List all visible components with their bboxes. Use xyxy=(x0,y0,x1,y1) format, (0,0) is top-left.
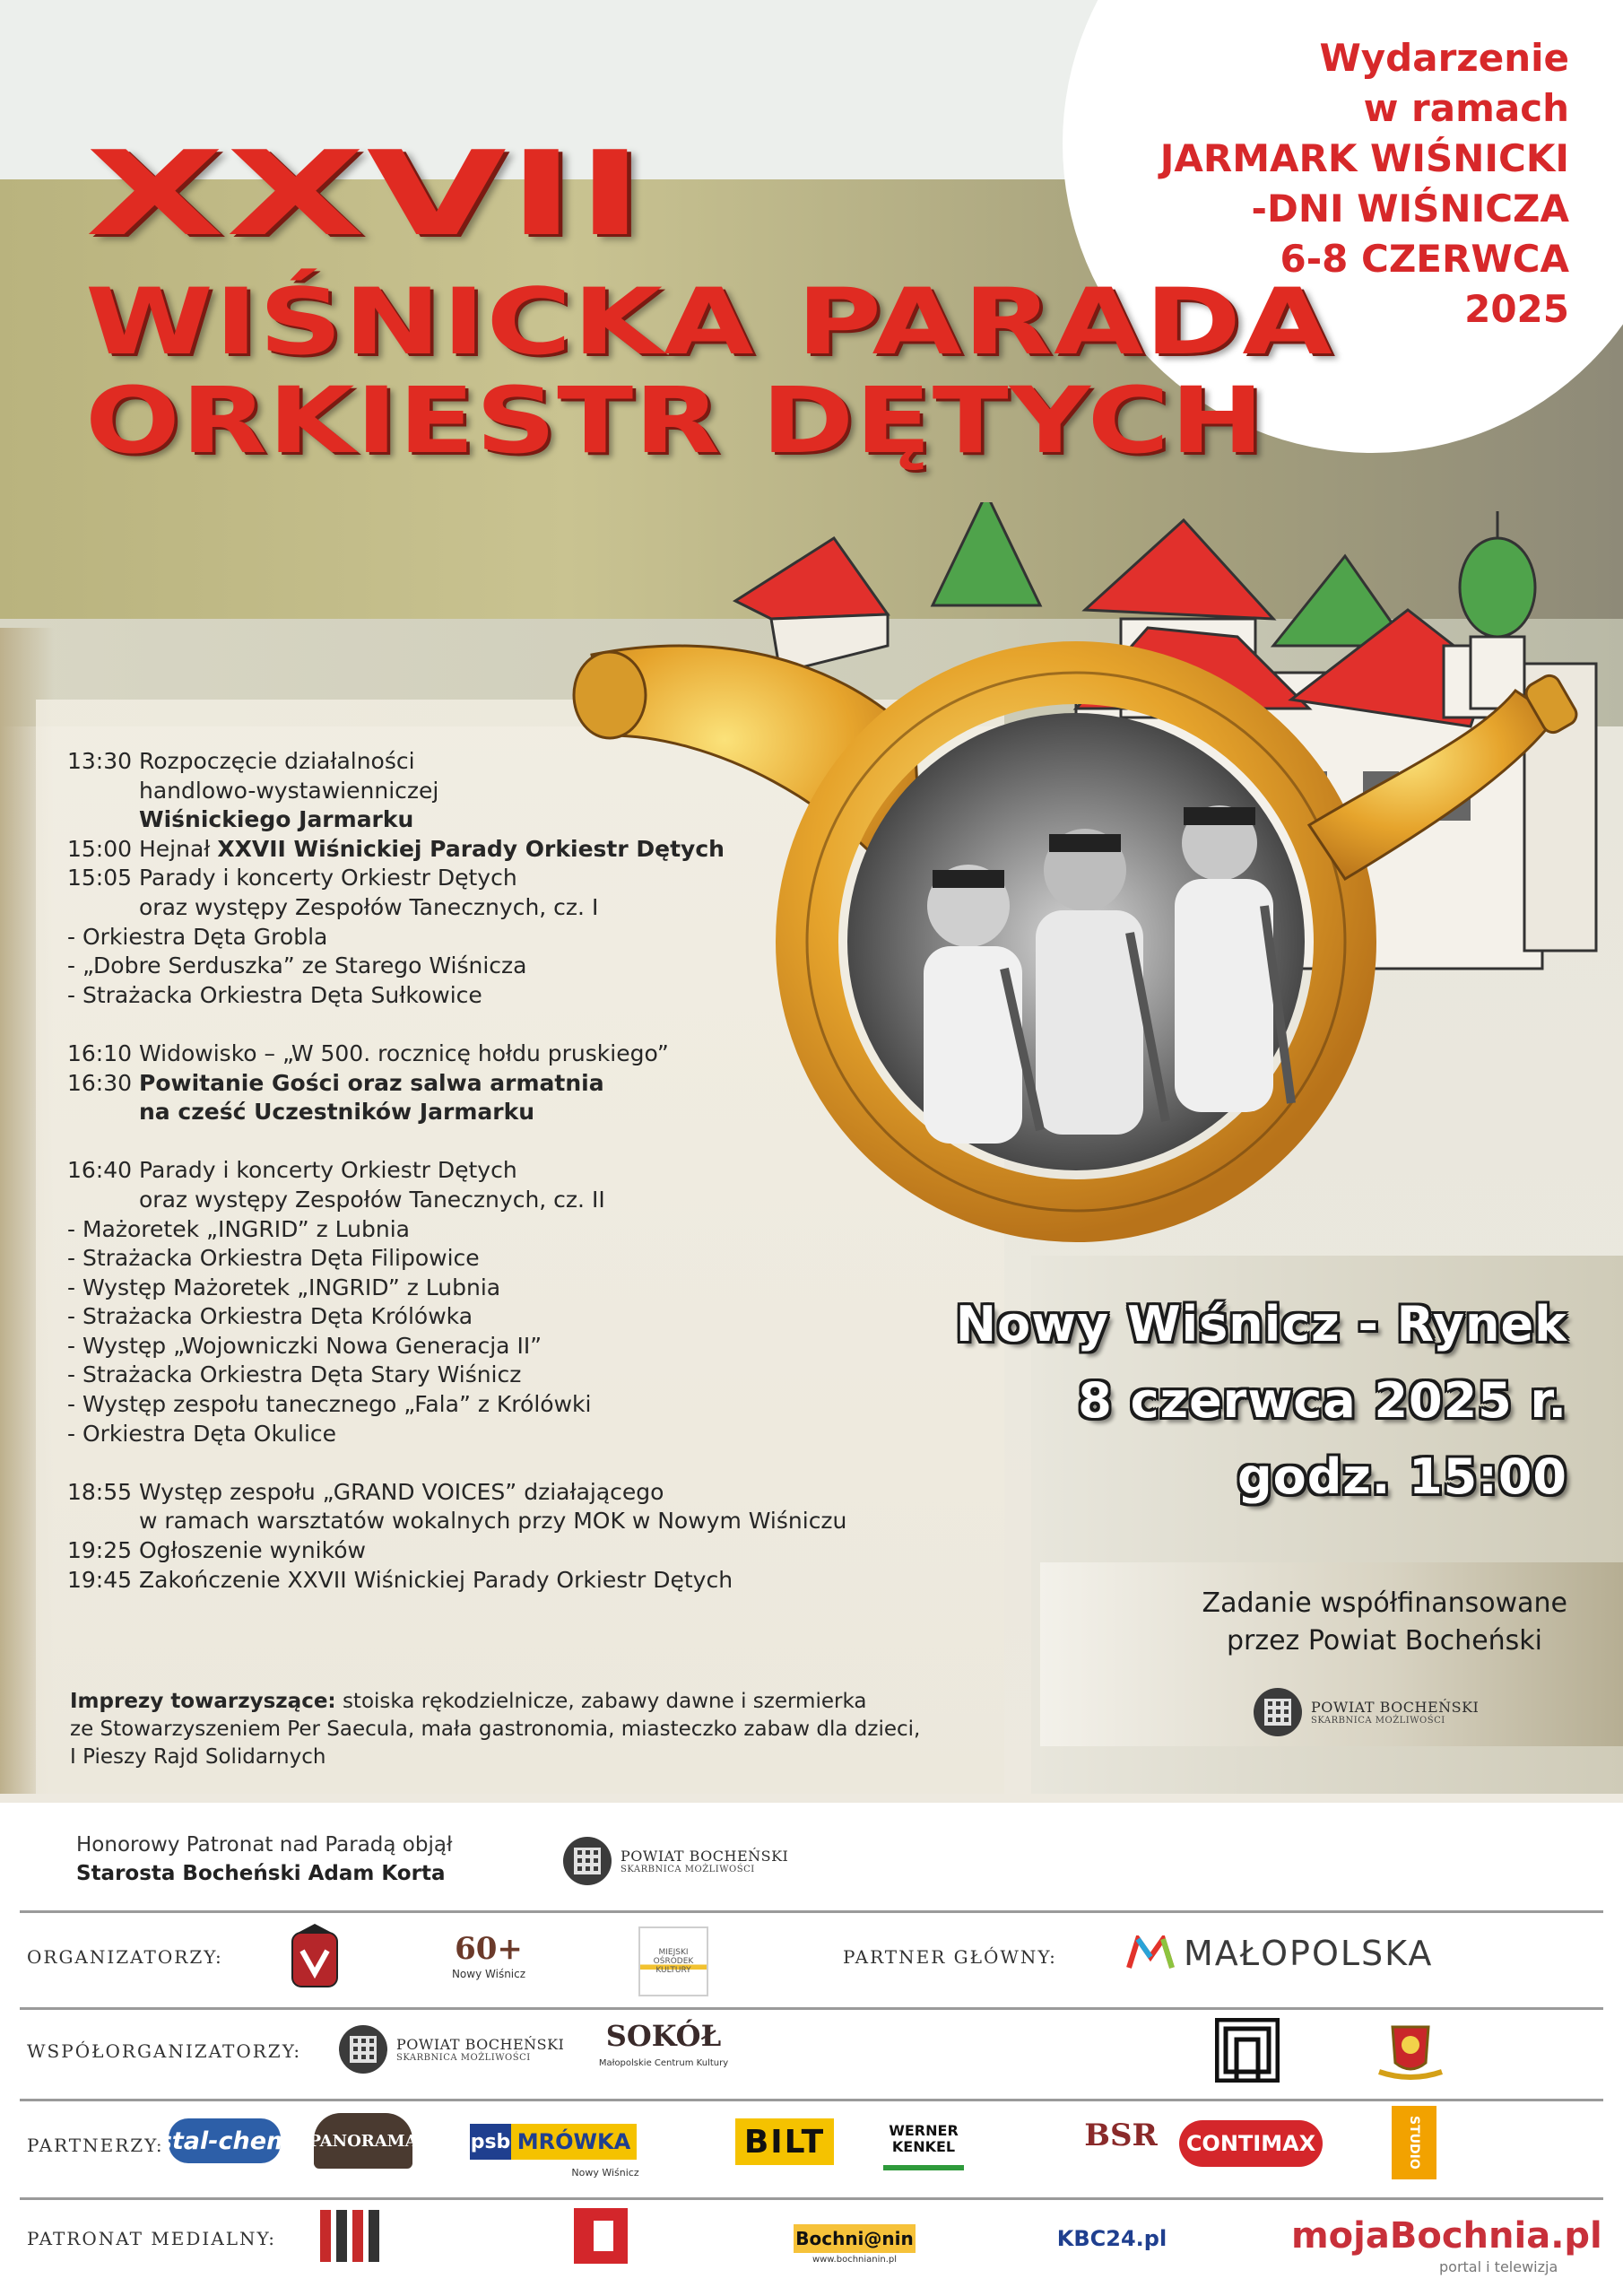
schedule-line: - Strażacka Orkiestra Dęta Filipowice xyxy=(67,1245,480,1272)
schedule-line xyxy=(67,1069,1054,1099)
accompanying-label: Imprezy towarzyszące: xyxy=(70,1690,336,1713)
title-line-3: ORKIESTR DĘTYCH xyxy=(85,368,1265,474)
studio-logo: STUDIO xyxy=(1392,2106,1436,2179)
patronage-text: Honorowy Patronat nad Paradą objął xyxy=(76,1833,453,1857)
schedule-line: handlowo-wystawienniczej xyxy=(139,777,439,804)
schedule-line xyxy=(67,835,1054,865)
schedule-line: 13:30 Rozpoczęcie działalności xyxy=(67,748,415,774)
divider xyxy=(20,2197,1603,2200)
sokol-logo: SOKÓŁ xyxy=(605,2019,722,2053)
divider xyxy=(20,2007,1603,2010)
event-info-line-4: -DNI WIŚNICZA xyxy=(1251,187,1569,230)
programme-schedule xyxy=(67,747,1054,1595)
panorama-logo: PANORAMA xyxy=(314,2113,412,2169)
schedule-line: - „Dobre Serduszka” ze Starego Wiśnicza xyxy=(67,952,527,979)
schedule-line: oraz występy Zespołów Tanecznych, cz. II xyxy=(139,1186,605,1213)
schedule-line: 18:55 Występ zespołu „GRAND VOICES” działającego xyxy=(67,1478,664,1505)
divider xyxy=(20,2099,1603,2101)
powiat-logo xyxy=(1254,1688,1479,1736)
schedule-spacer xyxy=(67,1448,1054,1478)
moja-bochnia-sub: portal i telewizja xyxy=(1439,2257,1558,2275)
schedule-bold-text: Wiśnickiego Jarmarku xyxy=(139,806,414,833)
divider xyxy=(20,1910,1603,1913)
bochnianin-logo: Bochni@nin xyxy=(794,2224,916,2253)
schedule-line: - Strażacka Orkiestra Dęta Stary Wiśnicz xyxy=(67,1361,522,1388)
schedule-time: 15:00 Hejnał xyxy=(67,835,218,862)
powiat-logo-name: POWIAT BOCHEŃSKI xyxy=(1311,1699,1480,1716)
sokol-sub: Małopolskie Centrum Kultury xyxy=(598,2057,729,2068)
schedule-line: - Występ Mażoretek „INGRID” z Lubnia xyxy=(67,1274,501,1300)
schedule-line: oraz występy Zespołów Tanecznych, cz. I xyxy=(139,893,599,920)
organizers-label: ORGANIZATORZY: xyxy=(27,1946,223,1968)
moja-bochnia-logo: mojaBochnia.pl xyxy=(1291,2215,1602,2257)
event-info-line-5: 6-8 CZERWCA xyxy=(1280,237,1569,281)
schedule-line: 16:10 Widowisko – „W 500. rocznicę hołdu pruskiego” xyxy=(67,1039,669,1066)
funding-line-1: Zadanie współfinansowane xyxy=(1202,1587,1567,1619)
kbc24-logo: KBC24.pl xyxy=(1056,2226,1167,2251)
mrowka-logo: MRÓWKA xyxy=(511,2124,637,2160)
schedule-bold-text: na cześć Uczestników Jarmarku xyxy=(139,1099,535,1126)
schedule-line: 16:40 Parady i koncerty Orkiestr Dętych xyxy=(67,1157,517,1184)
schedule-line: - Strażacka Orkiestra Dęta Królówka xyxy=(67,1303,473,1330)
coorganizers-label: WSPÓŁORGANIZATORZY: xyxy=(27,2040,302,2062)
schedule-line: 15:05 Parady i koncerty Orkiestr Dętych xyxy=(67,865,517,891)
bochnianin-sub: www.bochnianin.pl xyxy=(812,2254,898,2265)
powiat-logo-sub: SKARBNICA MOŻLIWOŚCI xyxy=(621,1865,755,1874)
schedule-line: - Występ „Wojowniczki Nowa Generacja II” xyxy=(67,1332,542,1359)
malopolska-logo: MAŁOPOLSKA xyxy=(1184,1934,1434,1973)
schedule-line: 19:45 Zakończenie XXVII Wiśnickiej Parady Orkiestr Dętych xyxy=(67,1566,733,1593)
schedule-line: - Orkiestra Dęta Okulice xyxy=(67,1420,337,1447)
title-line-1: XXVII xyxy=(85,126,646,262)
schedule-bold-text: Powitanie Gości oraz salwa armatnia xyxy=(139,1069,604,1096)
media-label: PATRONAT MEDIALNY: xyxy=(27,2228,277,2249)
partners-label: PARTNERZY: xyxy=(27,2135,164,2156)
accompanying-events xyxy=(70,1688,1056,1771)
event-info-line-2: w ramach xyxy=(1363,86,1569,130)
schedule-spacer xyxy=(67,1127,1054,1157)
venue-time: godz. 15:00 xyxy=(1237,1448,1567,1505)
schedule-line: w ramach warsztatów wokalnych przy MOK w Nowym Wiśniczu xyxy=(139,1508,847,1535)
schedule-bold-text: XXVII Wiśnickiej Parady Orkiestr Dętych xyxy=(217,835,725,862)
event-info-line-3: JARMARK WIŚNICKI xyxy=(1159,136,1569,180)
accompanying-line: I Pieszy Rajd Solidarnych xyxy=(70,1745,326,1769)
event-info-line-6: 2025 xyxy=(1464,287,1569,331)
powiat-seal-icon xyxy=(339,2025,387,2074)
powiat-logo-sub: SKARBNICA MOŻLIWOŚCI xyxy=(396,2053,531,2063)
schedule-line: - Strażacka Orkiestra Dęta Sułkowice xyxy=(67,981,482,1008)
accompanying-line xyxy=(70,1688,1056,1716)
powiat-logo xyxy=(339,2025,564,2074)
powiat-logo-sub: SKARBNICA MOŻLIWOŚCI xyxy=(1311,1716,1445,1726)
bilt-logo: BILT xyxy=(735,2118,834,2165)
schedule-line: - Występ zespołu tanecznego „Fala” z Królówki xyxy=(67,1391,592,1418)
mok-logo: MIEJSKI OŚRODEK KULTURY xyxy=(638,1926,708,1996)
sponsors-footer xyxy=(0,1803,1623,2296)
venue-place: Nowy Wiśnicz - Rynek xyxy=(955,1296,1567,1352)
powiat-seal-icon xyxy=(563,1837,612,1885)
fire-brigade-emblem-icon xyxy=(1370,2018,1451,2083)
accompanying-line: ze Stowarzyszeniem Per Saecula, mała gastronomia, miasteczko zabaw dla dzieci, xyxy=(70,1718,921,1741)
patronage-name: Starosta Bocheński Adam Korta xyxy=(76,1862,446,1885)
bsr-logo: BSR xyxy=(1084,2118,1158,2153)
stalchem-logo: stal-chem xyxy=(169,2118,281,2163)
malopolska-icon xyxy=(1125,1935,1176,1971)
psb-logo: psb xyxy=(470,2124,511,2160)
powiat-logo-name: POWIAT BOCHEŃSKI xyxy=(621,1848,789,1865)
powiat-seal-icon xyxy=(1254,1688,1302,1736)
venue-date: 8 czerwca 2025 r. xyxy=(1078,1372,1567,1429)
main-partner-label: PARTNER GŁÓWNY: xyxy=(843,1946,1057,1968)
senior-60-sub: Nowy Wiśnicz xyxy=(451,1968,526,1980)
event-info-line-1: Wydarzenie xyxy=(1319,36,1569,80)
wisnicz-coat-of-arms-icon xyxy=(289,1924,341,1992)
title-line-2: WIŚNICKA PARADA xyxy=(85,269,1333,376)
schedule-spacer xyxy=(67,1010,1054,1039)
building-emblem-icon xyxy=(1215,2018,1280,2083)
schedule-line: 19:25 Ogłoszenie wyników xyxy=(67,1537,366,1564)
schedule-line xyxy=(67,1098,1054,1127)
z-bliska-logo-icon xyxy=(574,2208,628,2264)
kultura-bochnia-logo-icon xyxy=(318,2206,381,2266)
werner-kenkel-logo: WERNER KENKEL xyxy=(883,2113,964,2170)
schedule-line xyxy=(67,805,1054,835)
senior-60-logo: 60+ xyxy=(455,1931,523,1967)
schedule-line: - Mażoretek „INGRID” z Lubnia xyxy=(67,1215,410,1242)
schedule-time: 16:30 xyxy=(67,1069,139,1096)
accompanying-text: stoiska rękodzielnicze, zabawy dawne i szermierka xyxy=(335,1690,867,1713)
schedule-line: - Orkiestra Dęta Grobla xyxy=(67,923,328,950)
contimax-logo: CONTIMAX xyxy=(1179,2120,1323,2167)
powiat-logo xyxy=(563,1837,788,1885)
funding-line-2: przez Powiat Bocheński xyxy=(1226,1625,1542,1657)
mrowka-sub: Nowy Wiśnicz xyxy=(571,2166,639,2179)
powiat-logo-name: POWIAT BOCHEŃSKI xyxy=(396,2036,565,2053)
